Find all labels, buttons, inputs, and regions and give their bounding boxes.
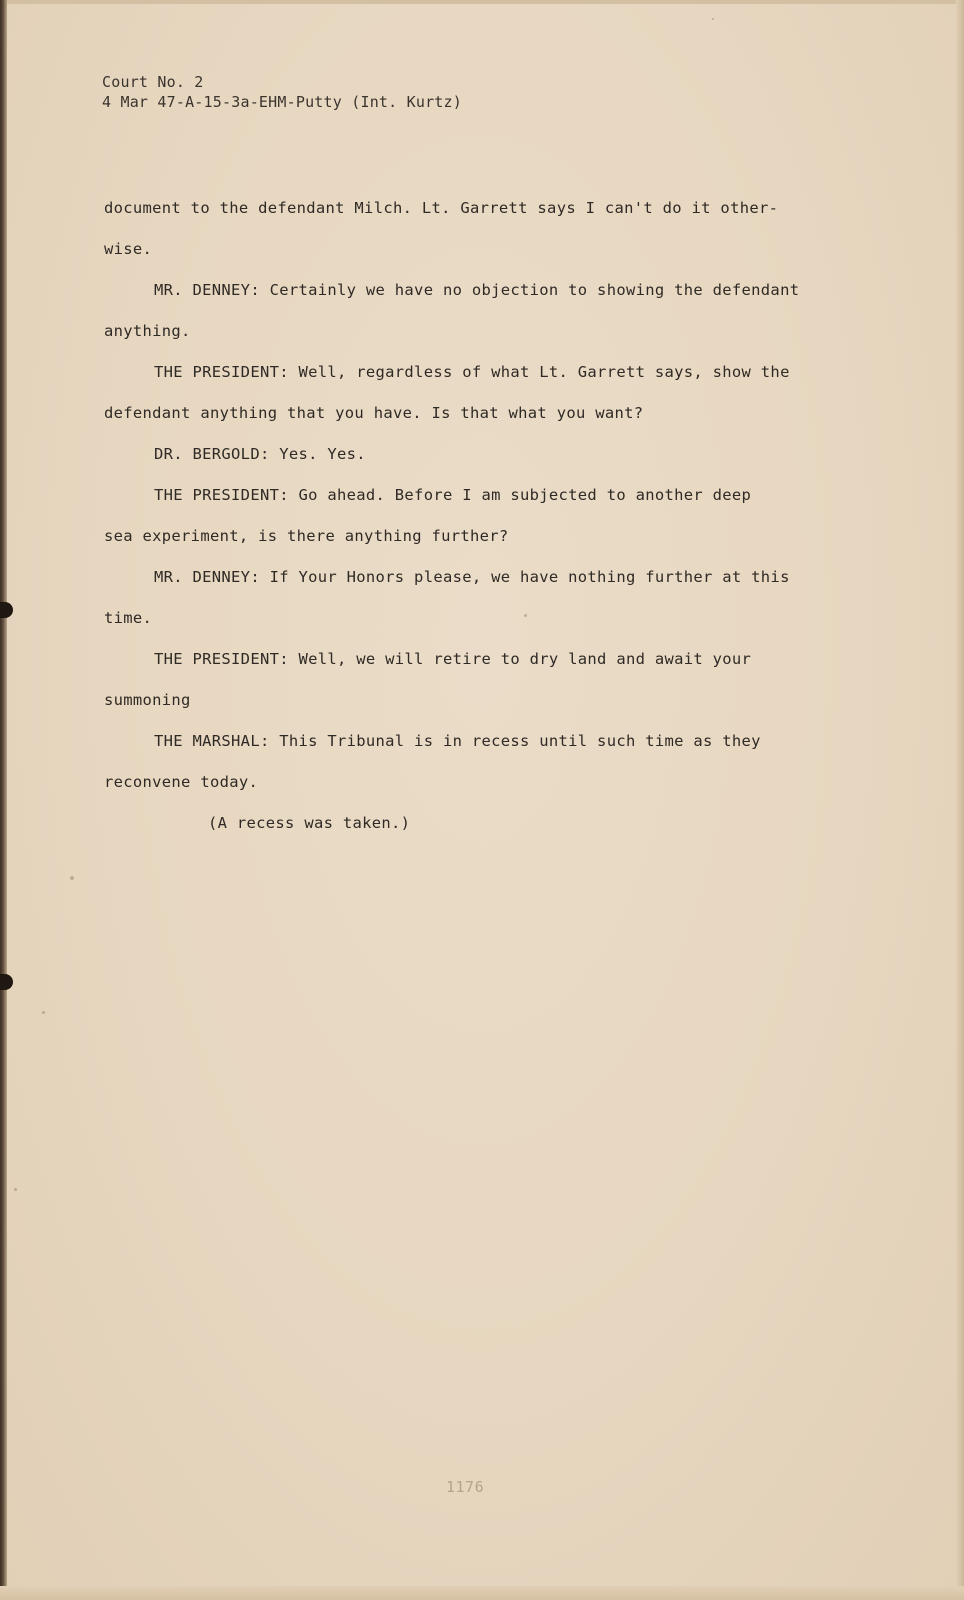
court-number: Court No. 2 [102, 73, 204, 91]
transcript-line: DR. BERGOLD: Yes. Yes. [154, 445, 366, 463]
transcript-line: MR. DENNEY: Certainly we have no objection to showing the defendant [154, 281, 800, 299]
paper-speck [712, 18, 714, 20]
reference-line: 4 Mar 47-A-15-3a-EHM-Putty (Int. Kurtz) [102, 93, 462, 111]
transcript-line: THE PRESIDENT: Well, we will retire to dry land and await your [154, 650, 752, 668]
page-top-edge [0, 0, 964, 4]
transcript-line: anything. [104, 322, 191, 340]
transcript-line: wise. [104, 240, 153, 258]
transcript-line: THE PRESIDENT: Well, regardless of what Lt. Garrett says, show the [154, 363, 790, 381]
punch-hole-lower [0, 974, 13, 990]
page-right-edge [956, 0, 964, 1600]
paper-speck [42, 1011, 45, 1014]
page-number: 1176 [446, 1478, 485, 1496]
transcript-line: THE PRESIDENT: Go ahead. Before I am subjected to another deep [154, 486, 752, 504]
document-header [102, 72, 462, 112]
transcript-line: reconvene today. [104, 773, 259, 791]
transcript-line: summoning [104, 691, 191, 709]
transcript-line: time. [104, 609, 153, 627]
transcript-line: document to the defendant Milch. Lt. Garrett says I can't do it other- [104, 199, 779, 217]
paper-speck [14, 1188, 17, 1191]
paper-speck [70, 876, 74, 880]
transcript-line: THE MARSHAL: This Tribunal is in recess until such time as they [154, 732, 761, 750]
transcript-line: defendant anything that you have. Is that what you want? [104, 404, 644, 422]
page-binding-edge [0, 0, 7, 1600]
transcript-line: (A recess was taken.) [208, 814, 411, 832]
transcript-body [104, 195, 864, 851]
transcript-line: sea experiment, is there anything further? [104, 527, 509, 545]
punch-hole-upper [0, 602, 13, 618]
page-bottom-edge [0, 1586, 964, 1600]
transcript-line: MR. DENNEY: If Your Honors please, we have nothing further at this [154, 568, 790, 586]
